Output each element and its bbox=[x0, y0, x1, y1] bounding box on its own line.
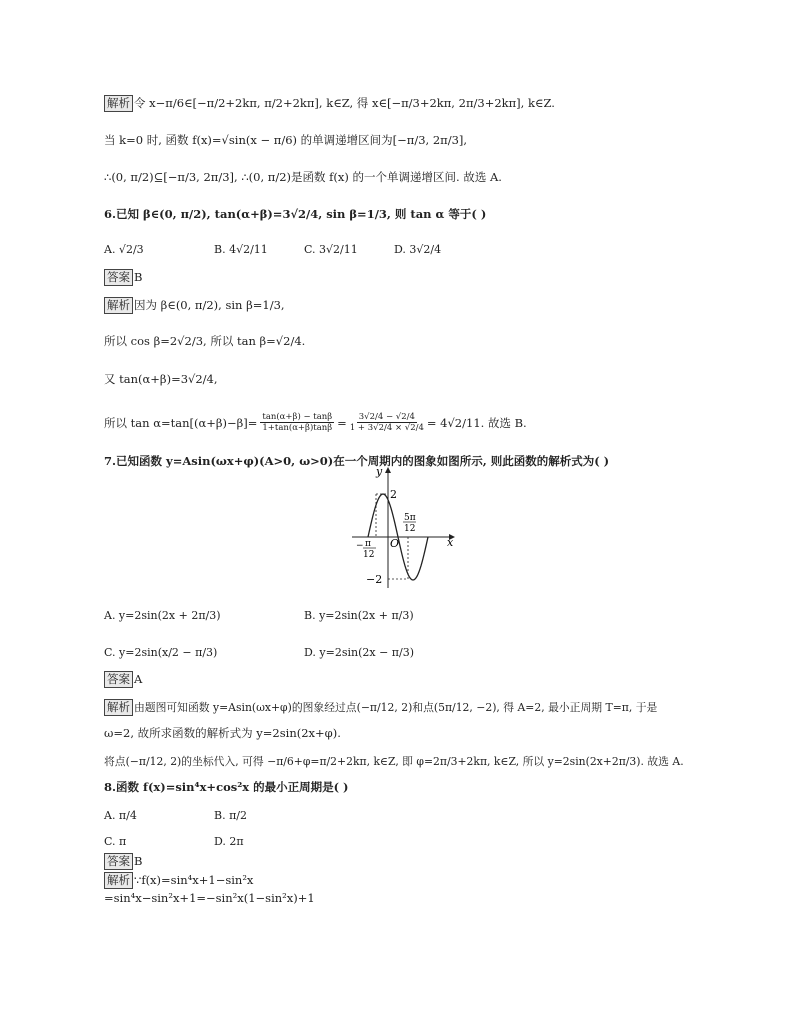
sine-graph bbox=[350, 464, 460, 594]
q6-option-b: B. 4√2/11 bbox=[214, 243, 268, 256]
fraction-numerator: 3√2/4 − √2/4 bbox=[358, 412, 415, 422]
x-axis-label: x bbox=[447, 536, 454, 549]
left-point-denominator: 12 bbox=[363, 550, 375, 560]
max-label: 2 bbox=[390, 488, 397, 501]
q7-option-c: C. y=2sin(x/2 − π/3) bbox=[104, 646, 218, 659]
q7-analysis-2: ω=2, 故所求函数的解析式为 y=2sin(2x+φ). bbox=[104, 726, 341, 740]
answer-tag: 答案 bbox=[104, 269, 133, 286]
q6-option-a: A. √2/3 bbox=[104, 243, 144, 256]
q6-analysis-2: 所以 cos β=2√2/3, 所以 tan β=√2/4. bbox=[104, 334, 306, 348]
analysis-tag: 解析 bbox=[104, 872, 133, 889]
analysis-tag: 解析 bbox=[104, 95, 133, 112]
analysis-text: ∴(0, π/2)⊆[−π/3, 2π/3], ∴(0, π/2)是函数 f(x) 的一个单调递增区间. 故选 A. bbox=[104, 170, 502, 184]
q8-analysis-1 bbox=[104, 871, 253, 889]
y-axis-label: y bbox=[376, 465, 383, 478]
q7-option-a: A. y=2sin(2x + 2π/3) bbox=[104, 609, 221, 622]
q6-analysis-3: 又 tan(α+β)=3√2/4, bbox=[104, 372, 218, 386]
q7-option-d: D. y=2sin(2x − π/3) bbox=[304, 646, 415, 659]
q7-answer bbox=[104, 670, 142, 688]
fraction-denominator: 1 + 3√2/4 × √2/4 bbox=[349, 423, 424, 433]
q6-answer bbox=[104, 268, 142, 286]
analysis-line-3 bbox=[104, 168, 502, 186]
analysis-text: 由题图可知函数 y=Asin(ωx+φ)的图象经过点(−π/12, 2)和点(5π/12, −2), 得 A=2, 最小正周期 T=π, 于是 bbox=[134, 701, 658, 714]
left-point-numerator: π bbox=[365, 539, 371, 549]
analysis-text: 当 k=0 时, 函数 f(x)=√sin(x − π/6) 的单调递增区间为[−π/3, 2π/3], bbox=[104, 133, 468, 147]
fraction-numerator: tan(α+β) − tanβ bbox=[262, 412, 333, 422]
analysis-line-1 bbox=[104, 94, 555, 112]
fraction-2 bbox=[350, 412, 424, 433]
analysis-text: ∵f(x)=sin⁴x+1−sin²x bbox=[134, 873, 254, 887]
answer-value: A bbox=[134, 672, 143, 686]
question-7-stem: 7.已知函数 y=Asin(ωx+φ)(A>0, ω>0)在一个周期内的图象如图所示, 则此函数的解析式为( ) bbox=[104, 454, 610, 468]
q6-option-c: C. 3√2/11 bbox=[304, 243, 358, 256]
q8-option-d: D. 2π bbox=[214, 835, 244, 848]
q7-analysis-1 bbox=[104, 698, 657, 717]
analysis-text: = 4√2/11. 故选 B. bbox=[426, 415, 527, 430]
q8-option-b: B. π/2 bbox=[214, 809, 248, 822]
analysis-text: 所以 tan α=tan[(α+β)−β]= bbox=[104, 415, 258, 430]
analysis-tag: 解析 bbox=[104, 699, 133, 716]
answer-value: B bbox=[134, 854, 143, 868]
analysis-text: 令 x−π/6∈[−π/2+2kπ, π/2+2kπ], k∈Z, 得 x∈[−π/3+2kπ, 2π/3+2kπ], k∈Z. bbox=[134, 96, 555, 110]
analysis-line-2 bbox=[104, 131, 467, 149]
analysis-tag: 解析 bbox=[104, 297, 133, 314]
q8-option-a: A. π/4 bbox=[104, 809, 137, 822]
q6-analysis-1 bbox=[104, 296, 285, 314]
q8-analysis-2: =sin⁴x−sin²x+1=−sin²x(1−sin²x)+1 bbox=[104, 891, 315, 905]
fraction-1 bbox=[260, 412, 334, 433]
fraction-denominator: 1+tan(α+β)tanβ bbox=[262, 423, 333, 433]
answer-tag: 答案 bbox=[104, 671, 133, 688]
answer-value: B bbox=[134, 270, 143, 284]
min-label: −2 bbox=[366, 573, 383, 586]
question-8-stem: 8.函数 f(x)=sin⁴x+cos²x 的最小正周期是( ) bbox=[104, 780, 349, 794]
answer-tag: 答案 bbox=[104, 853, 133, 870]
q7-analysis-3: 将点(−π/12, 2)的坐标代入, 可得 −π/6+φ=π/2+2kπ, k∈Z, 即 φ=2π/3+2kπ, k∈Z, 所以 y=2sin(2x+2π/3). 故选 A. bbox=[104, 755, 684, 768]
right-point-numerator: 5π bbox=[404, 513, 416, 523]
q8-answer bbox=[104, 852, 142, 870]
q6-option-d: D. 3√2/4 bbox=[394, 243, 442, 256]
left-point-sign: − bbox=[356, 541, 364, 551]
q6-analysis-4: 所以 tan α=tan[(α+β)−β]= $\frac{\tan(\alpha+\beta) - \tan\beta}{1+\tan(\alpha+\beta)\tan\beta}$ = $\frac{3√2/4 - √2/4}{1 + 3√2/4 \times √2/4}$ = 4√2/11. 故选 B. bbox=[104, 412, 527, 433]
origin-label: O bbox=[390, 537, 400, 550]
question-6-stem bbox=[104, 205, 486, 223]
question-6-text: 6.已知 β∈(0, π/2), tan(α+β)=3√2/4, sin β=1/3, 则 tan α 等于( ) bbox=[104, 207, 487, 221]
q8-option-c: C. π bbox=[104, 835, 127, 848]
q7-option-b: B. y=2sin(2x + π/3) bbox=[304, 609, 414, 622]
right-point-denominator: 12 bbox=[404, 524, 416, 534]
analysis-text: 因为 β∈(0, π/2), sin β=1/3, bbox=[134, 298, 285, 312]
